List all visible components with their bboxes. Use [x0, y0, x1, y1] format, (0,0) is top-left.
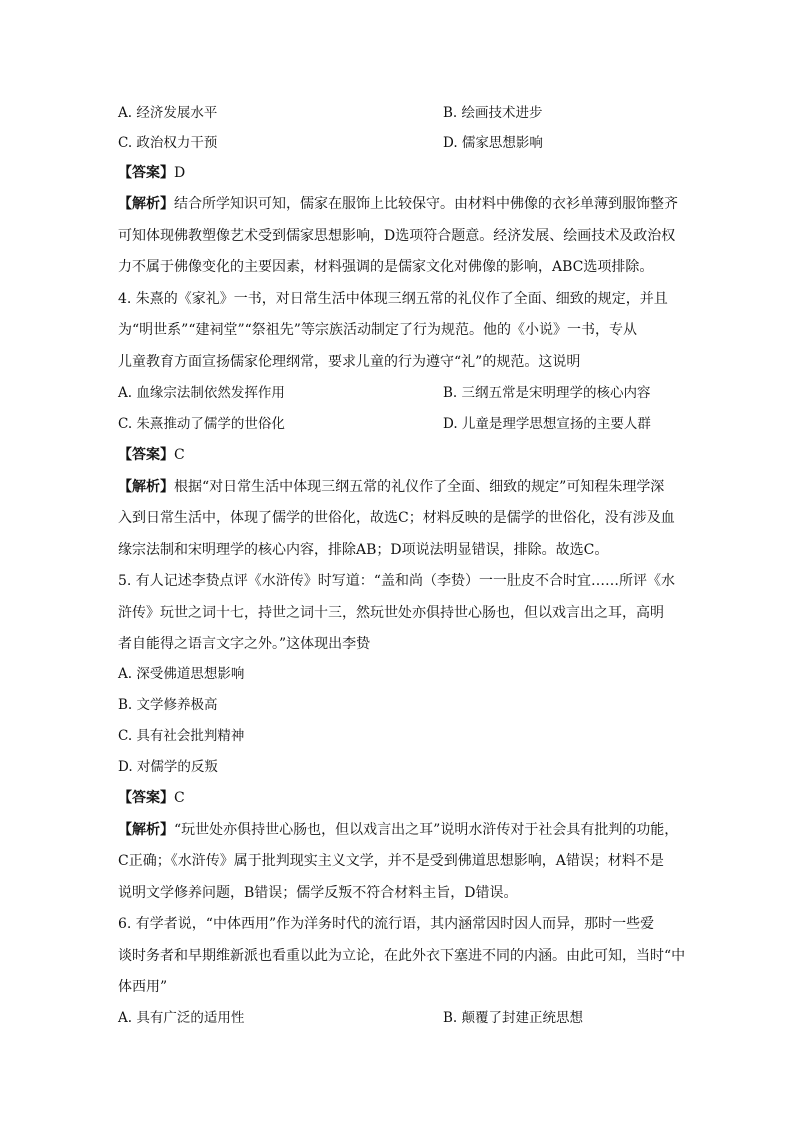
- q5-analysis-line-2: C正确；《水浒传》属于批判现实主义文学，并不是受到佛道思想影响，A错误；材料不是: [118, 853, 664, 869]
- analysis-tag: 【解析】: [118, 822, 174, 838]
- q4-stem-line-2: 为“明世系”“建祠堂”“祭祖先”等宗族活动制定了行为规范。他的《小说》一书，专从: [118, 322, 637, 338]
- q6-stem-line-2: 谈时务者和早期维新派也看重以此为立论，在此外衣下塞进不同的内涵。由此可知，当时“中: [118, 948, 686, 964]
- q4-analysis-line-1: [118, 477, 688, 497]
- analysis-tag: 【解析】: [118, 479, 174, 495]
- q5-stem-line-3: 者自能得之语言文字之外。”这体现出李贽: [118, 636, 371, 652]
- q4-analysis-line-2: 入到日常生活中，体现了儒学的世俗化，故选C；材料反映的是儒学的世俗化，没有涉及血: [118, 510, 675, 526]
- q4-analysis-line-3: 缘宗法制和宋明理学的核心内容，排除AB；D项说法明显错误，排除。故选C。: [118, 542, 609, 558]
- q5-stem-line-2: 浒传》玩世之词十七，持世之词十三，然玩世处亦俱持世心肠也，但以戏言出之耳，高明: [118, 605, 664, 621]
- answer-tag: 【答案】: [118, 790, 174, 806]
- q3-option-b: B. 绘画技术进步: [443, 105, 543, 121]
- q4-answer: [118, 445, 688, 465]
- analysis-text: 结合所学知识可知，儒家在服饰上比较保守。由材料中佛像的衣衫单薄到服饰整齐: [174, 196, 678, 212]
- q3-option-d: D. 儒家思想影响: [443, 135, 543, 151]
- q3-answer: [118, 163, 688, 183]
- answer-value: D: [174, 165, 186, 181]
- analysis-text: “玩世处亦俱持世心肠也，但以戏言出之耳”说明水浒传对于社会具有批判的功能，: [174, 822, 679, 838]
- q5-option-a: A. 深受佛道思想影响: [118, 666, 245, 682]
- analysis-text: 根据“对日常生活中体现三纲五常的礼仪作了全面、细致的规定”可知程朱理学深: [174, 479, 665, 495]
- q4-option-c: C. 朱熹推动了儒学的世俗化: [118, 416, 285, 432]
- q4-option-d: D. 儿童是理学思想宣扬的主要人群: [443, 416, 651, 432]
- q4-option-a: A. 血缘宗法制依然发挥作用: [118, 385, 285, 401]
- q6-option-a: A. 具有广泛的适用性: [118, 1010, 245, 1026]
- answer-value: C: [174, 790, 185, 806]
- q3-option-c: C. 政治权力干预: [118, 135, 218, 151]
- q6-stem-line-3: 体西用”: [118, 979, 168, 995]
- q3-analysis-line-2: 可知体现佛教塑像艺术受到儒家思想影响，D选项符合题意。经济发展、绘画技术及政治权: [118, 228, 676, 244]
- q3-analysis-line-1: [118, 194, 688, 214]
- analysis-tag: 【解析】: [118, 196, 174, 212]
- answer-tag: 【答案】: [118, 165, 174, 181]
- q6-stem-line-1: 6. 有学者说，“中体西用”作为洋务时代的流行语，其内涵常因时因人而异，那时一些爱: [118, 916, 655, 932]
- answer-tag: 【答案】: [118, 447, 174, 463]
- q5-analysis-line-3: 说明文学修养问题，B错误；儒学反叛不符合材料主旨，D错误。: [118, 885, 518, 901]
- q4-stem-line-3: 儿童教育方面宣扬儒家伦理纲常，要求儿童的行为遵守“礼”的规范。这说明: [118, 354, 581, 370]
- answer-value: C: [174, 447, 185, 463]
- q5-answer: [118, 788, 688, 808]
- q3-analysis-line-3: 力不属于佛像变化的主要因素，材料强调的是儒家文化对佛像的影响，ABC选项排除。: [118, 259, 654, 275]
- q5-option-d: D. 对儒学的反叛: [118, 759, 218, 775]
- q5-analysis-line-1: [118, 820, 688, 840]
- q5-stem-line-1: 5. 有人记述李贽点评《水浒传》时写道：“盖和尚（李贽）一一肚皮不合时宜……所评《水: [118, 573, 675, 589]
- q6-option-b: B. 颠覆了封建正统思想: [443, 1010, 584, 1026]
- q5-option-c: C. 具有社会批判精神: [118, 728, 245, 744]
- q5-option-b: B. 文学修养极高: [118, 697, 218, 713]
- q3-option-a: A. 经济发展水平: [118, 105, 218, 121]
- q4-option-b: B. 三纲五常是宋明理学的核心内容: [443, 385, 651, 401]
- q4-stem-line-1: 4. 朱熹的《家礼》一书，对日常生活中体现三纲五常的礼仪作了全面、细致的规定，并且: [118, 291, 668, 307]
